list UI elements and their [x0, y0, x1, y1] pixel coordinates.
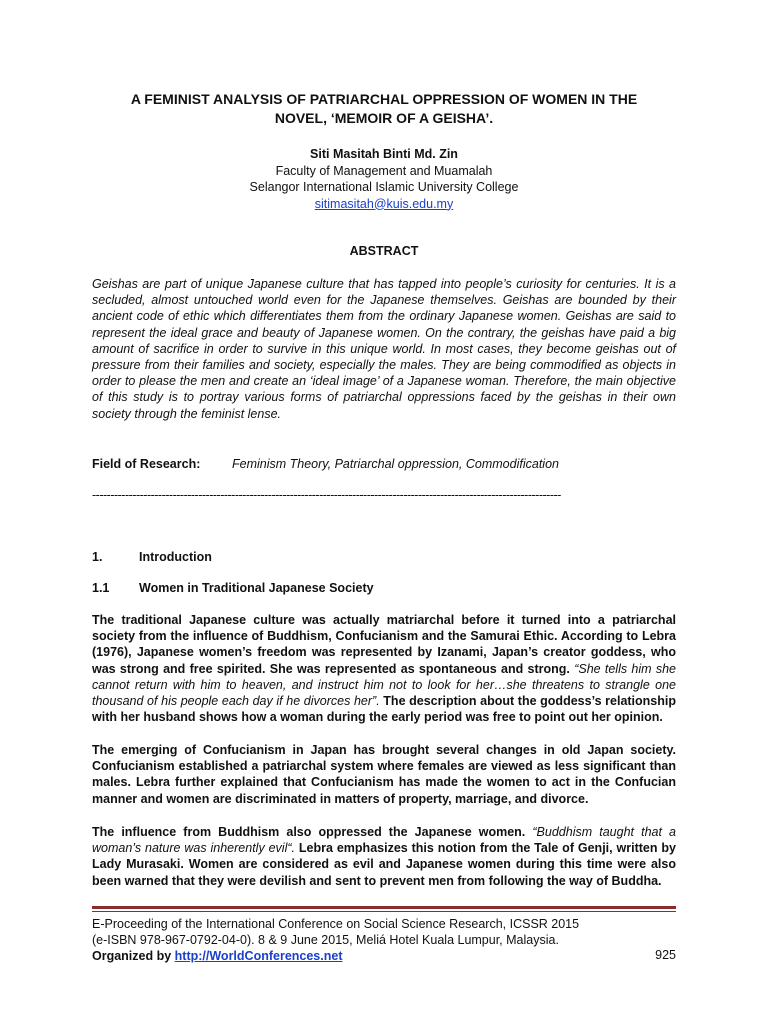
abstract-heading: ABSTRACT	[349, 244, 419, 258]
paragraph-3-part-1: The influence from Buddhism also oppressed the Japanese women.	[92, 825, 533, 839]
footer-organized-by: Organized by	[92, 949, 175, 963]
paragraph-2: The emerging of Confucianism in Japan has brought several changes in old Japan society. Confucianism established a patriarchal system where females are viewed as less significant than males. Lebra further explained that Confucianism has made the women to act in the Confucian manner and women are discriminated in matters of property, marriage, and divorce.	[92, 743, 676, 806]
footer-line-2: (e-ISBN 978-967-0792-04-0). 8 & 9 June 2015, Meliá Hotel Kuala Lumpur, Malaysia.	[92, 933, 559, 947]
author-block	[92, 146, 676, 212]
title-line-1: A FEMINIST ANALYSIS OF PATRIARCHAL OPPRESSION OF WOMEN IN THE	[130, 91, 638, 107]
author-email-link[interactable]: sitimasitah@kuis.edu.my	[314, 196, 454, 211]
author-university: Selangor International Islamic University College	[249, 180, 519, 194]
footer-rule-thin	[92, 911, 676, 912]
author-faculty: Faculty of Management and Muamalah	[275, 163, 493, 178]
paragraph-1-part-2: The description about the goddess’s relationship with her husband shows how a woman during the early period was free to point out her opinion.	[92, 694, 676, 725]
section-1-1-title: Women in Traditional Japanese Society	[139, 581, 374, 595]
field-of-research-value: Feminism Theory, Patriarchal oppression, Commodification	[232, 457, 559, 471]
section-1-title: Introduction	[139, 550, 212, 564]
title-line-2: NOVEL, ‘MEMOIR OF A GEISHA’.	[274, 110, 494, 126]
paragraph-1-quote: “She tells him she cannot return with him to heaven, and instruct him not to look for her…she threatens to strangle one thousand of his people each day if he divorces her”.	[92, 661, 676, 709]
abstract-text: Geishas are part of unique Japanese culture that has tapped into people’s curiosity for centuries. It is a secluded, almost untouched world even for the Japanese themselves. Geishas are bounded by their ancient code of ethic which differentiates them from the ordinary Japanese women. Geishas are said to represent the ideal grace and beauty of Japanese women. On the contrary, the geishas have paid a big amount of sacrifice in order to survive in this unique world. In most cases, they become geishas out of pressure from their families and society, especially the males. They are being commodified as objects in order to please the men and create an ‘ideal image’ of a Japanese woman. Therefore, the main objective of this study is to portray various forms of patriarchal oppressions faced by the geishas in their own society through the feminist lense.	[92, 277, 676, 421]
paragraph-1	[92, 612, 676, 725]
field-of-research	[92, 457, 676, 471]
section-1-number: 1.	[92, 550, 103, 564]
footer-conference-link[interactable]: http://WorldConferences.net	[174, 949, 343, 963]
footer-line-1: E-Proceeding of the International Conference on Social Science Research, ICSSR 2015	[92, 917, 580, 931]
section-1-1-heading	[92, 581, 374, 595]
separator-line: --------------------------------------------------------------------------------------------------------------------------------	[92, 488, 561, 502]
page-number: 925	[655, 948, 676, 962]
paper-title	[92, 90, 676, 128]
section-1-heading	[92, 550, 212, 564]
field-of-research-label: Field of Research:	[92, 457, 201, 471]
paragraph-3-part-2: Lebra emphasizes this notion from the Tale of Genji, written by Lady Murasaki. Women are considered as evil and Japanese women during this time were also been warned that they were devilish and sent to prevent men from following the way of Buddha.	[92, 841, 676, 888]
footer	[92, 916, 676, 964]
section-1-1-number: 1.1	[92, 581, 110, 595]
paragraph-1-part-1: The traditional Japanese culture was actually matriarchal before it turned into a patriarchal society from the influence of Buddhism, Confucianism and the Samurai Ethic. According to Lebra (1976), Japanese women’s freedom was represented by Izanami, Japan’s creator goddess, who was strong and free spirited. She was represented as spontaneous and strong.	[92, 613, 676, 676]
paragraph-3	[92, 824, 676, 889]
author-name: Siti Masitah Binti Md. Zin	[310, 147, 458, 161]
paragraph-3-quote: “Buddhism taught that a woman’s nature was inherently evil“.	[92, 825, 676, 856]
footer-rule-thick	[92, 906, 676, 909]
